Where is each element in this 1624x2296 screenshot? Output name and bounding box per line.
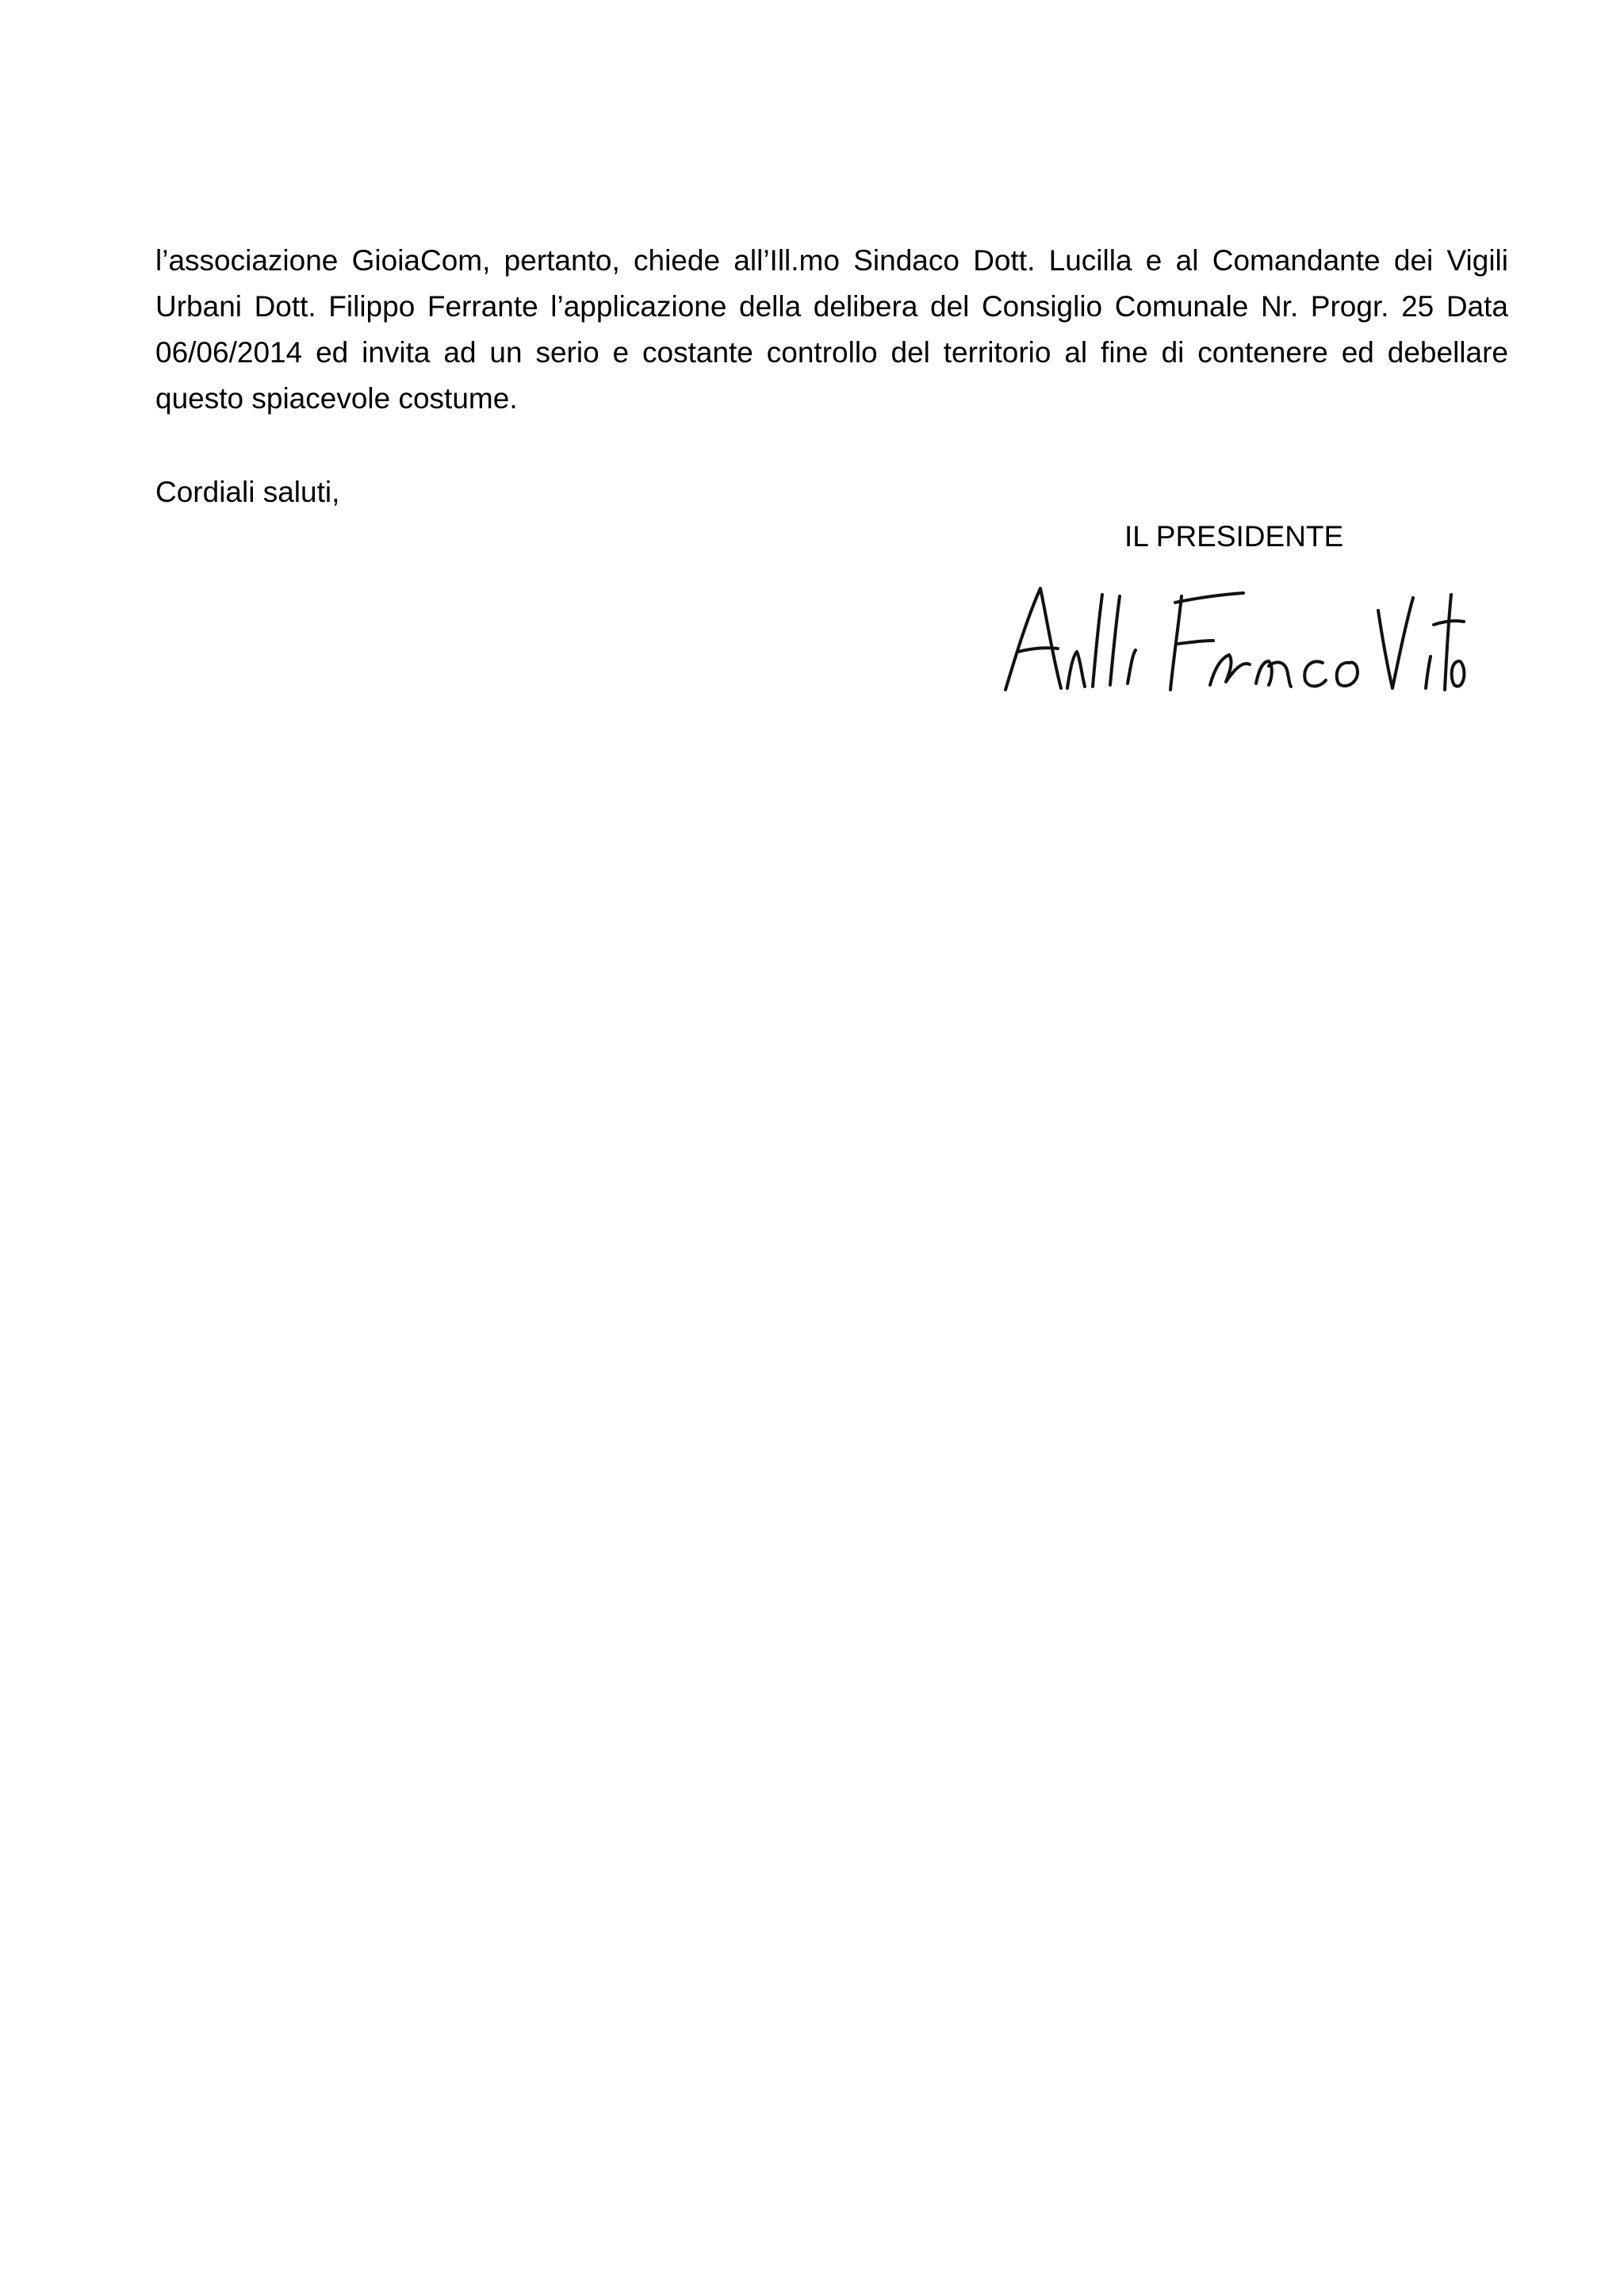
letter-body-paragraph: l’associazione GioiaCom, pertanto, chiede all’Ill.mo Sindaco Dott. Lucilla e al Comandante dei Vigili Urbani Dott. Filippo Ferrante l’applicazione della delibera del Consiglio Comunale Nr. Progr. 25 Data 06/06/2014 ed invita ad un serio e costante controllo del territorio al fine di contenere ed debellare questo spiacevole costume. (155, 244, 1508, 415)
letter-closing: Cordiali saluti, (155, 476, 340, 508)
handwritten-signature (991, 579, 1467, 706)
signer-role: IL PRESIDENTE (1124, 520, 1344, 553)
